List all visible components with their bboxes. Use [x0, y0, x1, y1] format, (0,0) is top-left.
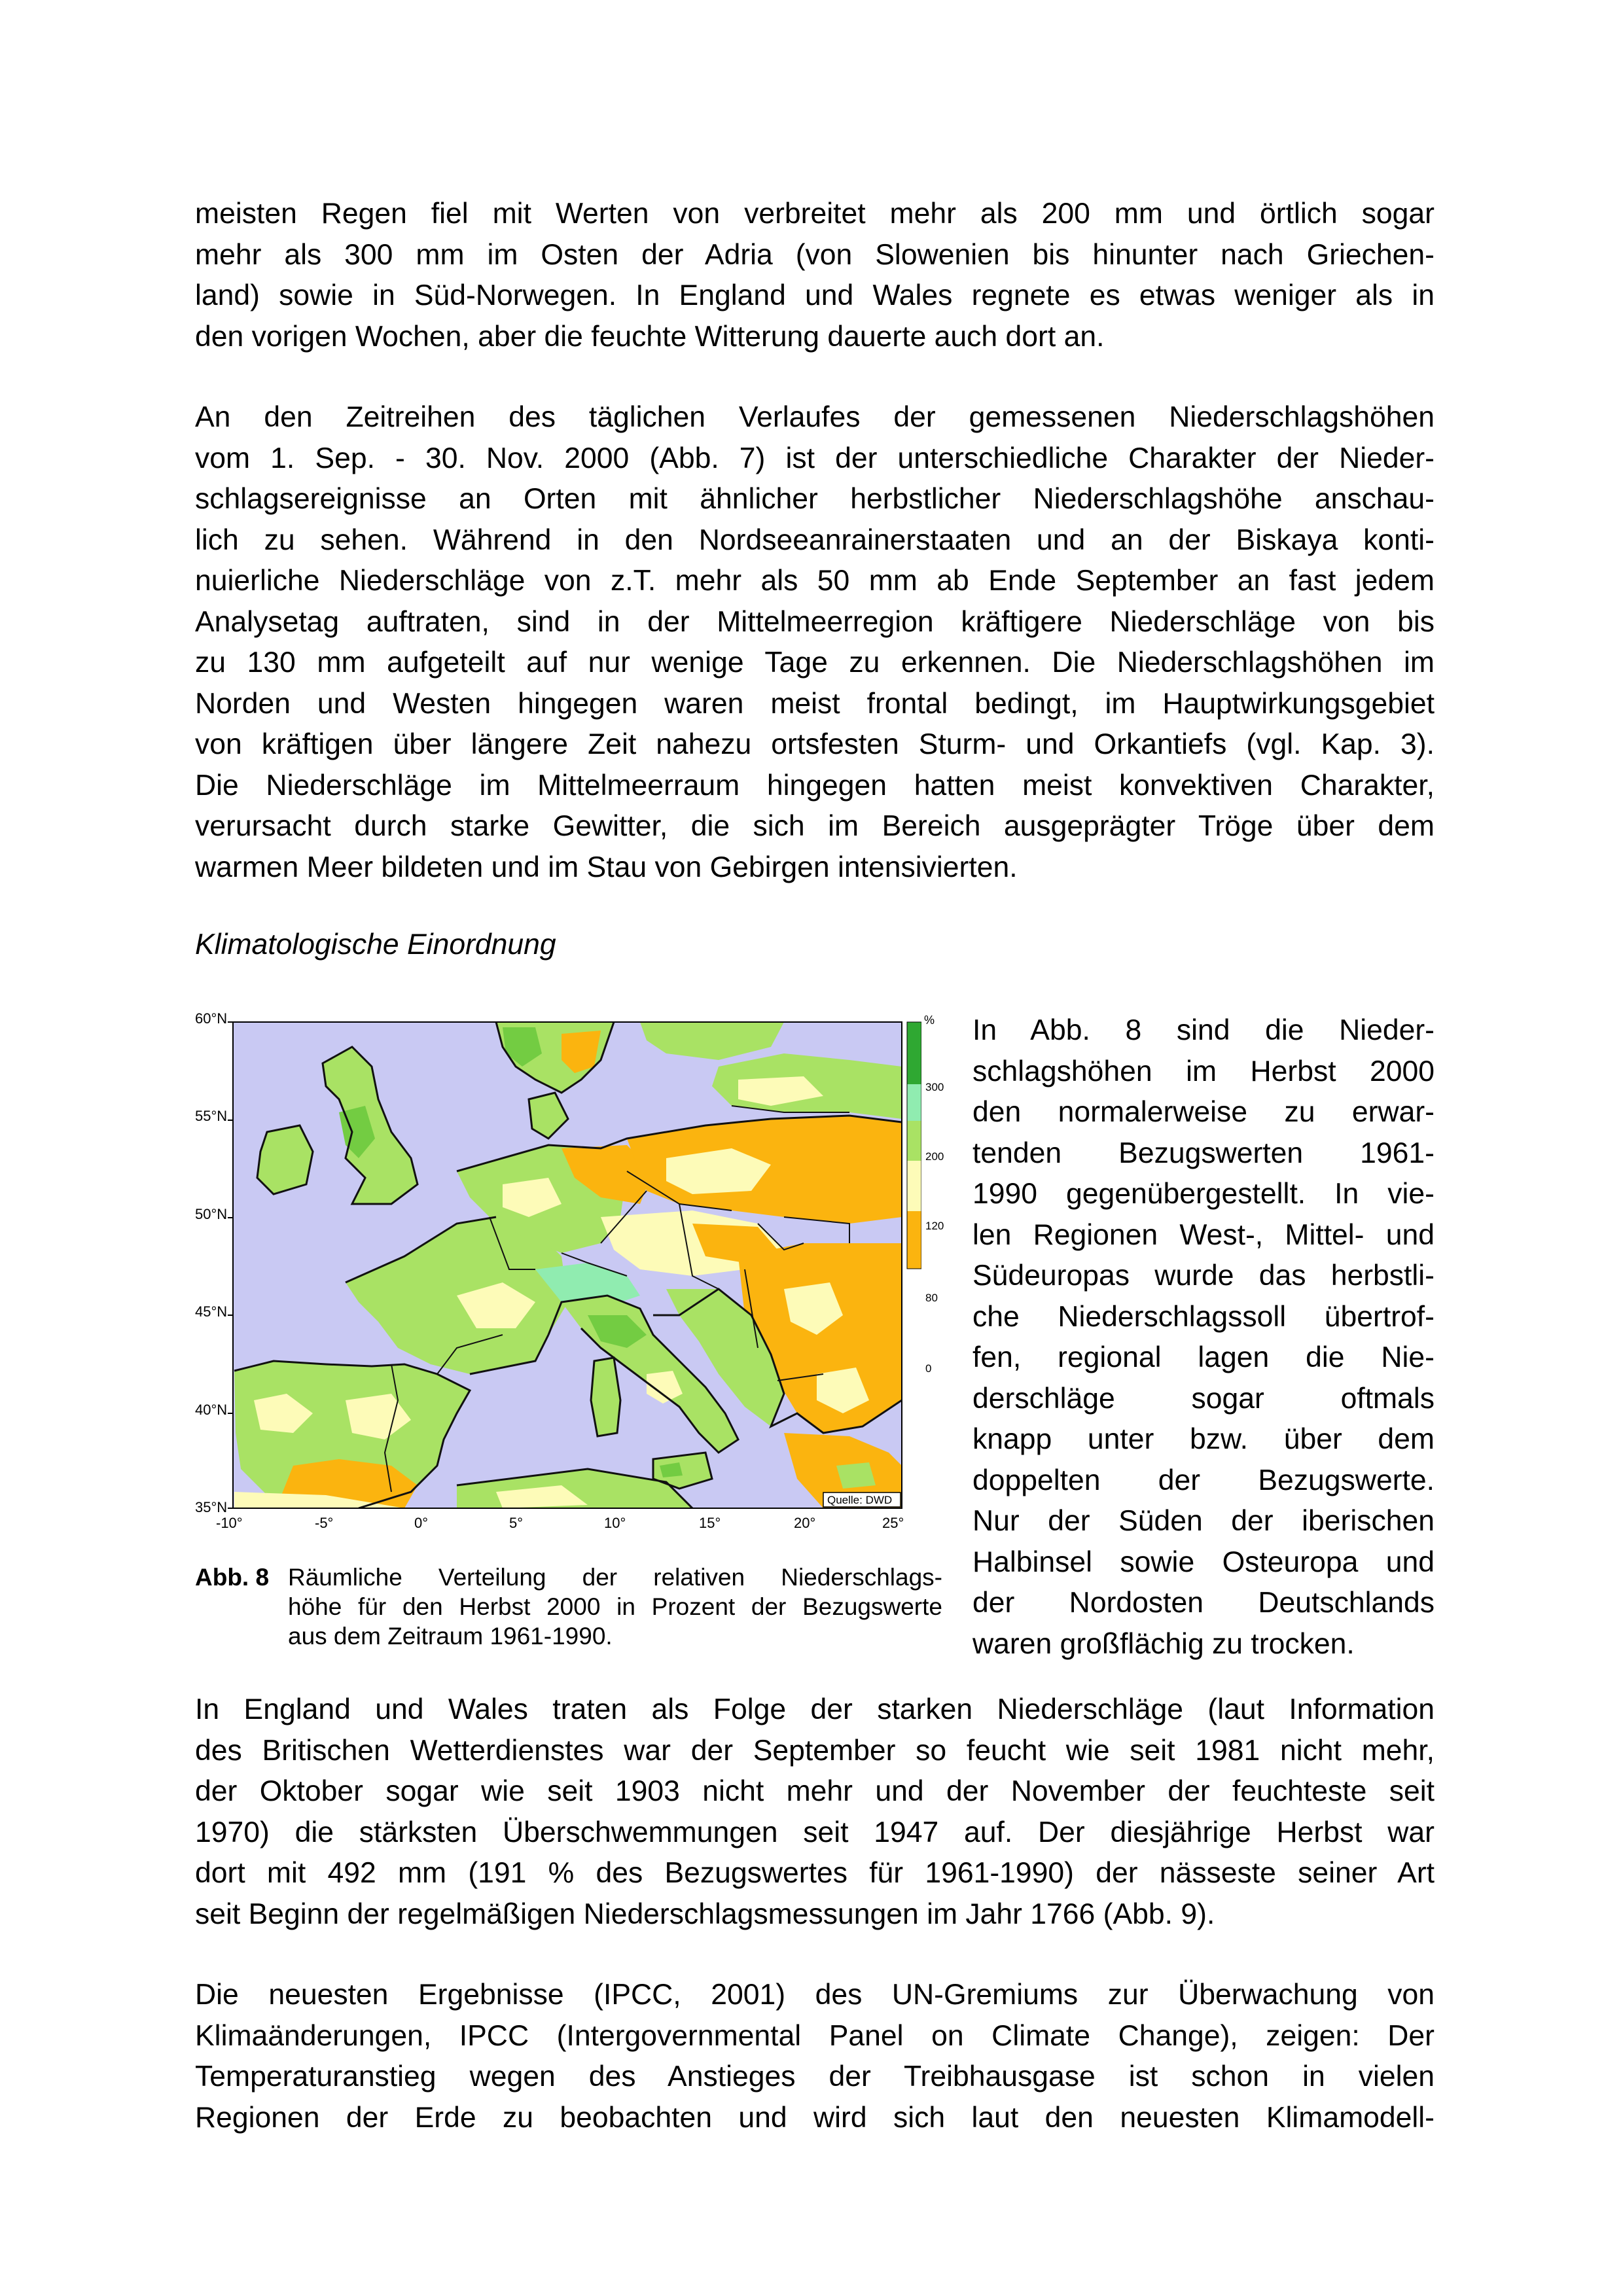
text-line: schlagshöhen im Herbst 2000	[972, 1055, 1435, 1087]
text-line: Nur der Süden der iberischen	[972, 1505, 1435, 1537]
side-paragraph	[972, 1010, 1435, 1665]
lon-label: -5°	[315, 1515, 334, 1531]
text-line: waren großflächig zu trocken.	[972, 1627, 1355, 1660]
text-line: knapp unter bzw. über dem	[972, 1423, 1435, 1455]
lat-label: 35°N	[195, 1499, 228, 1515]
lon-label: 5°	[509, 1515, 524, 1531]
lon-label: 25°	[882, 1515, 904, 1531]
lat-label: 50°N	[195, 1206, 228, 1222]
legend-swatch-0-80	[907, 1211, 921, 1269]
text-line: meisten Regen fiel mit Werten von verbreitet mehr als 200 mm und örtlich sogar	[195, 198, 1435, 230]
legend-tick: 0	[925, 1362, 932, 1375]
text-line: warmen Meer bildeten und im Stau von Gebirgen intensivierten.	[195, 851, 1018, 883]
lon-label: 15°	[699, 1515, 721, 1531]
text-line: derschläge sogar oftmals	[972, 1382, 1435, 1415]
text-line: Halbinsel sowie Osteuropa und	[972, 1545, 1435, 1578]
text-line: höhe für den Herbst 2000 in Prozent der Bezugswerte	[288, 1593, 942, 1620]
lat-ticks	[228, 1022, 233, 1508]
text-line: land) sowie in Süd-Norwegen. In England und Wales regnete es etwas weniger als in	[195, 279, 1435, 311]
text-line: Räumliche Verteilung der relativen Niederschlags-	[288, 1564, 942, 1591]
precipitation-map-figure	[195, 1008, 921, 1531]
precipitation-map	[195, 1008, 921, 1531]
lat-label: 40°N	[195, 1402, 228, 1418]
text-line: des Britischen Wetterdienstes war der September so feucht wie seit 1981 nicht mehr,	[195, 1734, 1435, 1767]
legend-tick: 120	[925, 1220, 944, 1232]
text-line: aus dem Zeitraum 1961-1990.	[288, 1623, 613, 1650]
legend-swatch-120-200	[907, 1121, 921, 1161]
text-line: zu 130 mm aufgeteilt auf nur wenige Tage zu erkennen. Die Niederschlagshöhen im	[195, 646, 1435, 679]
text-line: len Regionen West-, Mittel- und	[972, 1218, 1435, 1251]
text-line: In Abb. 8 sind die Nieder-	[972, 1014, 1435, 1046]
text-line: nuierliche Niederschläge von z.T. mehr als 50 mm ab Ende September an fast jedem	[195, 565, 1435, 597]
text-line: der Oktober sogar wie seit 1903 nicht mehr und der November der feuchteste seit	[195, 1775, 1435, 1807]
text-line: vom 1. Sep. - 30. Nov. 2000 (Abb. 7) ist der unterschiedliche Charakter der Nieder-	[195, 442, 1435, 474]
color-legend	[907, 1022, 921, 1269]
precip-region	[836, 1462, 876, 1489]
legend-tick: 300	[925, 1081, 944, 1093]
lat-label: 55°N	[195, 1108, 228, 1124]
legend-unit: %	[924, 1014, 935, 1027]
text-line: dort mit 492 mm (191 % des Bezugswertes für 1961-1990) der nässeste seiner Art	[195, 1857, 1435, 1889]
paragraph-intro	[195, 194, 1435, 357]
text-line: verursacht durch starke Gewitter, die sich im Bereich ausgeprägter Tröge über dem	[195, 810, 1435, 842]
legend-tick: 200	[925, 1150, 944, 1163]
text-line: Die neuesten Ergebnisse (IPCC, 2001) des UN-Gremiums zur Überwachung von	[195, 1979, 1435, 2011]
text-line: che Niederschlagssoll übertrof-	[972, 1300, 1435, 1333]
text-line: fen, regional lagen die Nie-	[972, 1341, 1435, 1373]
text-line: Klimaänderungen, IPCC (Intergovernmental Panel on Climate Change), zeigen: Der	[195, 2019, 1435, 2052]
text-line: doppelten der Bezugswerte.	[972, 1464, 1435, 1496]
text-line: Südeuropas wurde das herbstli-	[972, 1260, 1435, 1292]
text-line: An den Zeitreihen des täglichen Verlaufes der gemessenen Niederschlagshöhen	[195, 401, 1435, 433]
lon-label: 20°	[794, 1515, 816, 1531]
lon-label: 10°	[604, 1515, 626, 1531]
text-line: In England und Wales traten als Folge der starken Niederschläge (laut Information	[195, 1693, 1435, 1725]
lon-label: 0°	[414, 1515, 429, 1531]
paragraph-ipcc	[195, 1975, 1435, 2138]
text-line: Die Niederschläge im Mittelmeerraum hingegen hatten meist konvektiven Charakter,	[195, 769, 1435, 802]
text-line: tenden Bezugswerten 1961-	[972, 1137, 1435, 1169]
caption-text	[288, 1563, 942, 1651]
caption-label: Abb. 8	[195, 1564, 270, 1591]
source-label: Quelle: DWD	[827, 1494, 893, 1506]
section-heading: Klimatologische Einordnung	[195, 928, 556, 961]
lon-label: -10°	[216, 1515, 243, 1531]
legend-tick: 80	[925, 1292, 938, 1304]
text-line: Analysetag auftraten, sind in der Mittelmeerregion kräftigere Niederschläge von bis	[195, 605, 1435, 638]
text-line: Regionen der Erde zu beobachten und wird sich laut den neuesten Klimamodell-	[195, 2101, 1435, 2134]
text-line: von kräftigen über längere Zeit nahezu ortsfesten Sturm- und Orkantiefs (vgl. Kap. 3).	[195, 728, 1435, 760]
lat-label: 45°N	[195, 1303, 228, 1320]
text-line: den vorigen Wochen, aber die feuchte Witterung dauerte auch dort an.	[195, 320, 1105, 353]
text-line: mehr als 300 mm im Osten der Adria (von Slowenien bis hinunter nach Griechen-	[195, 238, 1435, 271]
text-line: seit Beginn der regelmäßigen Niederschlagsmessungen im Jahr 1766 (Abb. 9).	[195, 1898, 1215, 1930]
text-line: 1990 gegenübergestellt. In vie-	[972, 1178, 1435, 1210]
legend-swatch-200-300	[907, 1084, 921, 1121]
text-line: den normalerweise zu erwar-	[972, 1096, 1435, 1128]
text-line: lich zu sehen. Während in den Nordseeanrainerstaaten und an der Biskaya konti-	[195, 523, 1435, 556]
legend-swatch-80-120	[907, 1161, 921, 1211]
text-line: schlagsereignisse an Orten mit ähnlicher herbstlicher Niederschlagshöhe anschau-	[195, 483, 1435, 515]
legend-swatch-above-300	[907, 1022, 921, 1084]
text-line: Temperaturanstieg wegen des Anstieges der Treibhausgase ist schon in vielen	[195, 2060, 1435, 2093]
text-line: der Nordosten Deutschlands	[972, 1587, 1435, 1619]
text-line: Norden und Westen hingegen waren meist frontal bedingt, im Hauptwirkungsgebiet	[195, 687, 1435, 720]
paragraph-time-series	[195, 397, 1435, 888]
lat-label: 60°N	[195, 1010, 228, 1027]
text-line: 1970) die stärksten Überschwemmungen seit 1947 auf. Der diesjährige Herbst war	[195, 1816, 1435, 1848]
paragraph-england-wales	[195, 1689, 1435, 1935]
